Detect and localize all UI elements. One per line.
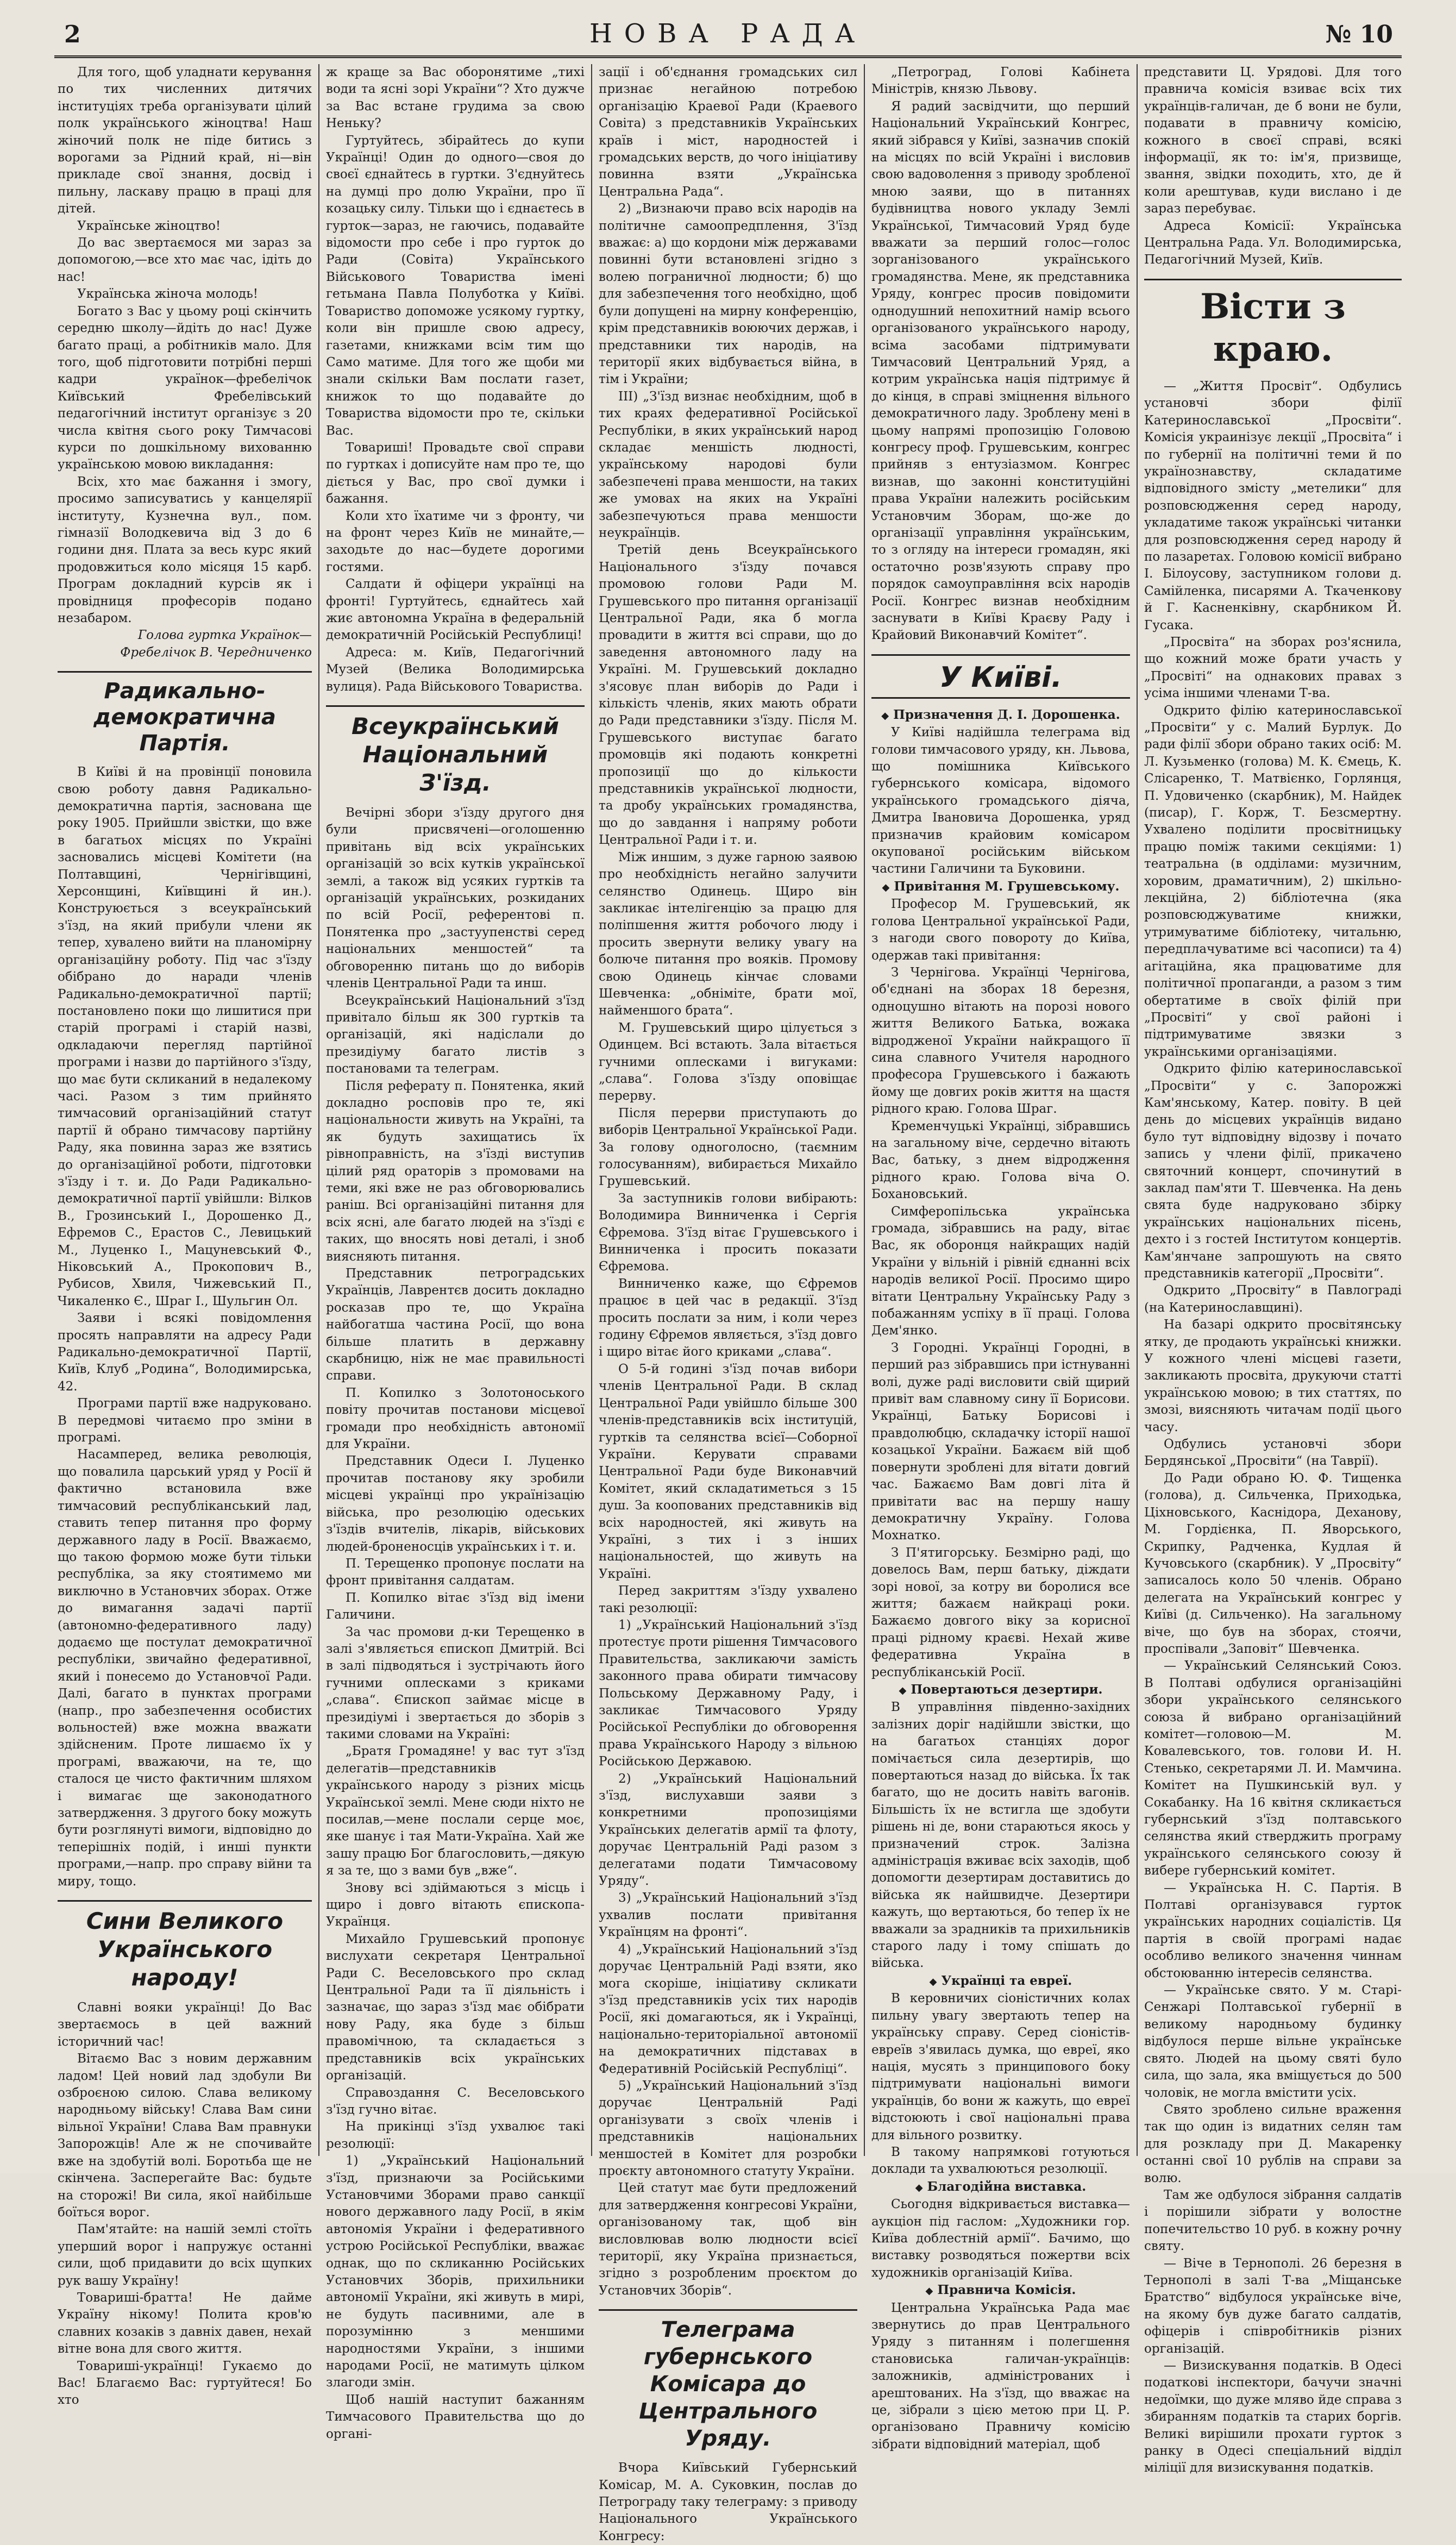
column-rule (1137, 64, 1138, 2156)
article-paragraph: — Українське свято. У м. Старі-Сенжарі Полтавської губернії в великому народньому будинку відбулося перше вільне українське свято. Людей на цьому святі було сила, що зала, яка вміщується до 500 чоловік, не могла вмістити усіх. (1144, 1982, 1402, 2102)
article-paragraph: Свято зроблено сильне враження так що один із видатних селян там для розкладу при Д. Макаренку останні свої 10 рублів на справи за волю. (1144, 2102, 1402, 2185)
article-paragraph: До Ради обрано Ю. Ф. Тищенка (голова), д. Сильченка, Приходька, Ціхновського, Каснідора, Деханову, М. Гордієнка, П. Яворського, Скрипку, Радченка, Кудлая й Кучовського (скарбник). У „Просвіту“ записалось коло 50 членів. Обрано делегата на Український конгрес у Київі (д. Сильченко). На загальному віче, що був на зборах, стоячи, проспівали „Заповіт“ Шевченка. (1144, 1471, 1402, 1656)
article-paragraph: Одкрито „Просвіту“ в Павлограді (на Катеринославщині). (1144, 1283, 1402, 1315)
article-paragraph: За заступників голови вибірають: Володимира Винниченка і Сергія Єфремова. З'їзд вітає Грушевського і Винниченка і просить показати Єфремова. (599, 1191, 857, 1274)
article-paragraph: Одбулись установчі збори Бердянської „Просвіти“ (на Таврії). (1144, 1437, 1402, 1469)
article-paragraph: Між иншим, з дуже гарною заявою про необхідність негайно залучити селянство Одинець. Щиро він закликає інтелігенцію за працю для поліпшення життя робочого люду і просить звернути велику увагу на болюче питання про вояків. Промову свою Одинець кінчає словами Шевченка: „обніміте, брати мої, найменшого брата“. (599, 850, 857, 1018)
article-paragraph: „Петроград, Голові Кабінета Міністрів, князю Львову. (871, 65, 1130, 97)
article-heading: Телеграма губернського Комісара до Центрального Уряду. (599, 2309, 857, 2452)
masthead (54, 16, 1402, 58)
article-paragraph: Українське жіноцтво! (77, 218, 221, 233)
article-paragraph: Знову всі здіймаються з місць і щиро і довго вітають єпископа-Українця. (326, 1880, 585, 1929)
article-paragraph: Товариші-братта! Не дайме Україну нікому! Полита кров'ю славних козаків з давніх давен, нехай вітне вона для свого життя. (58, 2290, 312, 2356)
article-paragraph: 4) „Український Національний з'їзд доручає Центральній Раді взяти, яко мога скоріше, ініціативу скликати з'їзд представників усіх тих народів Росії, які домагаються, як і Українці, національно-територіальної автономії на демократичних підставах в Федеративній Російській Республіці“. (599, 1942, 857, 2076)
article-paragraph: Одкрито філію катеринославської „Просвіти“ у с. Малий Бурлук. До ради філії збори обрано таких осіб: М. Л. Кузьменко (голова) М. К. Ємець, К. Слісаренко, Т. Матвієнко, Горлянця, П. Удовиченко (скарбник), М. Найдек (писар), Г. Корж, Т. Безсмертну. Ухвалено поділити просвітницьку працю поміж такими секціями: 1) театральна (в одділами: музичним, хоровим, драматичним), 2) шкільно-лекційна, 2) бібліотечна (яка розповсюджуватиме книжки, утримуватиме бібліотеку, читальню, передплачуватиме всі часописи) та 4) агітаційна, яка працюватиме для політичної пропаганди, а разом з тим обертатиме в своїх філій при „Просвіті“ у свої районі і підтримуватиме звязки з українськими організаціями. (1144, 703, 1402, 1059)
article-paragraph: — Українська Н. С. Партія. В Полтаві організувався гурток українських народних соціалістів. Ця партія в своїй програмі надає особливо великого значення чиннам обстоюванню інтересів селянства. (1144, 1880, 1402, 1982)
news-subheading: ◆ Правнича Комісія. (871, 2281, 1130, 2299)
article-paragraph: ж краще за Вас оборонятиме „тихі води та ясні зорі України“? Хто дужче за Вас встане грудима за свою Неньку? (326, 65, 585, 131)
article-paragraph: „Братя Громадяне! у вас тут з'їзд делегатів—представників українського народу з різних місць Української землі. Мене сюди ніхто не посилав,—мене послали серце моє, яке шанує і тая Мати-Україна. Хай же зашу працю Бог благословить,—дякую я за те, що з вами був „вже“. (326, 1744, 585, 1878)
article-paragraph: Симферопільська українська громада, зібравшись на раду, вітає Вас, як оборонця найкращих надій України у вільній і рівній єднанні всіх народів великої Росії. Просимо щиро вітати Центральну Українську Раду з побажанням успіху в її праці. Голова Дем'янко. (871, 1204, 1130, 1338)
article-paragraph: П. Копилко з Золотоноського повіту прочитав постанови місцевої громади про необхідність автономії для України. (326, 1386, 585, 1452)
article-paragraph: Щоб нашій наступит бажанням Тимчасового Правительства що до органі- (326, 2392, 585, 2441)
article-paragraph: В керовничих сіоністичних колах пильну увагу звертають тепер на українську справу. Серед сіоністів-евреїв з'явилась думка, що евреї, яко нація, мусять з принципового боку підтримувати національні вимоги українців, бо вони ж кажуть, що евреї відстоюють і свої національні права для вільного розвитку. (871, 1991, 1130, 2142)
article-paragraph: Богато з Вас у цьому році скінчить середню школу—йдіть до нас! Дуже багато праці, а робітників мало. Для того, щоб підготовити потрібні перші кадри українок—фребелічок Київський Фребелівський педагогічний інститут організує з 20 числа квітня сього року Тимчасові курси по дошкільному вихованню українською мовою викладання: (58, 304, 312, 472)
column-4 (871, 64, 1130, 2452)
article-paragraph: 3) „Український Національний з'їзд ухвалив послати привітання Українцям на фронті“. (599, 1891, 857, 1940)
article-paragraph: Насамперед, велика революція, що повалила царський уряд у Росії й фактично встановила вже тимчасовий республіканський лад, ставить тепер питання про форму державного ладу в Росії. Вважаємо, що такою формою може бути тільки республіка, за яку стоятимемо ми виключно в Установчих зборах. Отже до вимагання задачі партії (автономно-федеративного ладу) додаємо ще постулат демократичної республіки, звичайно федеративної, який і понесемо до Установчої Ради. Далі, багато в пунктах програми (напр., про забезпечення особистих вольностей) вже можна вважати здійсненим. Проте лишаємо їх у програмі, вважаючи, на те, що сталося це чисто фактичним шляхом і вимагає ще законодатного затвердження. З другого боку можуть бути розглянуті вимоги, відповідно до теперішніх подій, і инші пункти програми,—напр. про справу війни та миру, тощо. (58, 1447, 312, 1889)
article-paragraph: Адреса Комісії: Українська Центральна Рада. Ул. Володимирська, Педагогічний Музей, Київ. (1144, 218, 1402, 267)
news-subheading: ◆ Призначення Д. І. Дорошенка. (871, 706, 1130, 724)
article-paragraph: На прикінці з'їзд ухвалює такі резолюції: (326, 2120, 585, 2151)
article-paragraph: Пам'ятайте: на нашій землі стоїть уперший ворог і напружує останні сили, щоб придавити до всіх щупких рук вашу Україну! (58, 2222, 312, 2288)
article-paragraph: 1) „Український Національний з'їзд протестує проти рішення Тимчасового Правительства, закликаючи замість законного права обирати тимчасову Польському Державному Раду, і закликає Тимчасового Уряду Російської Республіки до обговорення права Українського Народу з вільною Російською Державою. (599, 1618, 857, 1769)
article-paragraph: В управління південно-західних залізних доріг надійшли звістки, що на багатьох станціях дорог помічається сила дезертирів, що повертаються назад до війська. Їх так багато, що не досить навіть вагонів. Більшість їх не встигла ще здобути рішень ні де, вони стараються якось у призначений строк. Залізна адміністрація вживає всіх заходів, щоб допомогти дезертирам доставитись до війська як найшвидче. Дезертири кажуть, що вертаються, бо тепер їх не вважали за зрадників та прихильників старого ладу і тому спішать до війська. (871, 1700, 1130, 1971)
issue-number: № 10 (1325, 21, 1393, 48)
article-paragraph: Винниченко каже, що Єфремов працює в цей час в редакції. З'їзд просить послати за ним, і коли через годину Єфремов являється, з'їзд довго і щиро вітає його криками „слава“. (599, 1276, 857, 1359)
article-paragraph: — Віче в Тернополі. 26 березня в Тернополі в залі Т-ва „Міщанське Братство“ відбулося українське віче, на якому був дуже багато салдатів, офіцерів і співробітників різних організацій. (1144, 2255, 1402, 2358)
article-paragraph: Перед закриттям з'їзду ухвалено такі резолюції: (599, 1584, 857, 1615)
article-paragraph: П. Терещенко пропонує послати на фронт привітання салдатам. (326, 1556, 585, 1588)
article-paragraph: Кременчуцькі Українці, зібравшись на загальному віче, сердечно вітають Вас, батьку, з днем відродження рідного краю. Голова віча О. Бохановський. (871, 1119, 1130, 1202)
article-paragraph: В Київі й на провінції поновила свою роботу давня Радикально-демократична партія, заснована ще року 1905. Прийшли звістки, що вже в багатьох місцях по Україні засновались місцеві Комітети (на Полтавщині, Чернігівщині, Херсонщині, Київщині й ин.). Конструюється з всеукраїнський з'їзд, на який прибули члени як тепер, хувалено вийти на планомірну організаційну роботу. Під час з'їзду обібрано до наради членів Радикально-демократичної партії; постановлено поки що лишитися при старій програмі і старій назві, одкладаючи перегляд партійної програми і назви до партійного з'їзду, що має бути скликаний в недалекому часі. Разом з тим прийнято тимчасовий організаційний статут партії й обрано тимчасову партійну Раду, яка повинна зараз же взятись до організаційної роботи, підготовки з'їзду і т. и. До Ради Радикально-демократичної партії увійшли: Вілков В., Грозинський І., Дорошенко Д., Ефремов С., Ерастов С., Левицький М., Луценко І., Мацуневський Ф., Ніковський А., Прокопович В., Рубисов, Хвиля, Чижевський П., Чикаленко Є., Шраг І., Шульгин Ол. (58, 765, 312, 1308)
article-paragraph: Програми партії вже надруковано. В передмові читаємо про зміни в програмі. (58, 1396, 312, 1445)
article-paragraph: Заяви і всякі повідомлення просять направляти на адресу Ради Радикально-демократичної Партії, Київ, Клуб „Родина“, Володимирська, 42. (58, 1311, 312, 1394)
article-paragraph: Я радий засвідчити, що перший Національний Український Конгрес, який зібрався у Київі, зазначив спокій на місцях по всій Україні і висловив свою вадоволення з приводу зробленої мною заяви, що в питаннях будівництва нового укладу Землі Української, Тимчасовий Уряд буде вважати за перший голос—голос зорганізованого українського громадянства. Мене, як представника Уряду, конгрес просив повідомити однодушний непохитний намір всього організованого українського народу, всіма засобами підтримувати Тимчасовий Центральний Уряд, а котрим українська нація підтримує й до кінця, в справі зміцнення вільного демократичного ладу. Зроблену мені в цьому напрямі пропозицію Головою конгресу проф. Грушевським, конгрес прийняв з ентузіазмом. Конгрес визнав, що законні конституційні права України належить російським Установчим Зборам, що-же до організації управління українським, то з огляду на інтереси громадян, які остаточно розв'язують справу про порядок самоуправління всіх народів Росії. Конгрес визнав необхідним заснувати в Київі Краєву Раду і Крайовий Виконавчий Комітет“. (871, 99, 1130, 643)
article-paragraph: Сьогодня відкривається виставка—аукціон під гаслом: „Художники гор. Київа доблестній армії“. Бачимо, що виставку розводяться пожертви всіх художників організацій Київа. (871, 2197, 1130, 2280)
article-paragraph: Там же одбулося зібрання салдатів і порішили зібрати у волостне попечительство 10 руб. в кожну рочну святу. (1144, 2187, 1402, 2254)
article-paragraph: М. Грушевський щиро цілується з Одинцем. Всі встають. Зала вітається гучними оплесками і вигуками: „слава“. Голова з'їзду оповіщає перерву. (599, 1020, 857, 1104)
article-paragraph: — Український Селянський Союз. В Полтаві одбулися організаційні збори українського селянського союза й вибрано організаційний комітет—головою—М. М. Ковалевського, тов. голови И. Н. Стенько, секретарями Л. И. Мамчина. Комітет на Пушкинській вул. у Сокабанку. На 16 квітня скликається губернський з'їзд полтавського селянства який стверджить програму українського селянського союзу й вибере губернський комітет. (1144, 1658, 1402, 1879)
article-paragraph: 1) „Український Національний з'їзд, признаючи за Російськими Установчими Зборами право санкції нового державного ладу Росії, в якім автономія України і федеративного устрою Російської Республіки, вважає однак, що по скликанню Російських Установчих Зборів, прихильники автономії України, які живуть в мирі, не будуть пасивними, але в порозумінню з меншими народностями України, з іншими народами Росії, не матимуть цілком злагоди змін. (326, 2154, 585, 2390)
article-signature: Голова гуртка Українок—Фребелічок В. Чередниченко (120, 628, 312, 660)
article-paragraph: Гуртуйтесь, збірайтесь до купи Українці! Один до одного—своя до своєї єднайтесь в гуртки. З'єднуйтесь на думці про долю України, про її козацьку силу. Тільки що і єднаєтесь в гурток—зараз, не гаючись, подавайте відомости про себе і про гурток до Ради (Совіта) Українського Військового Товариства імені гетьмана Павла Полуботка у Київі. Товариство допоможе усякому гуртку, коли він пришле свою адресу, газетами, книжками всім тим що Само матиме. Для того же щоби ми знали скільки Вам послати газет, книжок то що подавайте до Товариства відомости про те, скільки Вас. (326, 133, 585, 438)
article-heading: Всеукраїнський Національний З'їзд. (326, 705, 585, 797)
article-paragraph: — Визискування податків. В Одесі податкові інспектори, бачучи значні недоїмки, що дуже мляво йде справа з збиранням податків та старих боргів. Великі вирішили прохати гурток з ранку в Одесі спеціальний відділ міліції для визискування податків. (1144, 2358, 1402, 2477)
article-paragraph: З Городні. Українці Городні, в перший раз зібравшись при істнуванні волі, дуже раді висловити свій щирий привіт вам славному сину її Борисови. Українці, Батьку Борисові і правдолюбцю, складачку історії нашої козацької України. Бажаєм вій щоб повернути зроблені для вітати довгий час. Бажаємо Вам довгі літа й привітати вас на першу нашу демократичну Україну. Голова Мохнатко. (871, 1340, 1130, 1543)
article-paragraph: У Київі надійшла телеграма від голови тимчасового уряду, кн. Львова, що помішника Київського губернського комісара, відомого українського громадського діяча, Дмитра Івановича Дорошенка, уряд призначив крайовим комісаром окупованої російським військом частини Галичини та Буковини. (871, 725, 1130, 876)
article-paragraph: Після реферату п. Понятенка, який докладно росповів про те, які національности живуть на Україні, та як будуть захищатись їх рівноправність, на з'їзді виступив цілий ряд ораторів з промовами на теми, які вже не раз обговорювались раніш. Всі організаційні питання для всіх ясні, але багато людей на з'їзді є таких, що вносять нові деталі, і зноб виясняють питання. (326, 1079, 585, 1264)
column-3 (599, 64, 857, 2543)
page-number: 2 (64, 21, 81, 48)
article-paragraph: представити Ц. Урядові. Для того правнича комісія взиває всіх тих українців-галичан, де б вони не були, подавати в правничу комісію, кожного в своєї справі, всякі інформації, як то: ім'я, призвище, звання, звідки походить, хто, де й коли арештував, куди вислано і де зараз перебуває. (1144, 65, 1402, 216)
article-paragraph: Вечірні збори з'їзду другого дня були присвячені—оголошенню привітань від всіх українських організацій зо всіх кутків української землі, а також від усяких гуртків та організацій українських, розкиданих по всій Росії, референтові п. Понятенка про „застуупенстві серед національних меншостей“ та обговоренню питань що до виборів членів Центральної Ради та инш. (326, 806, 585, 991)
article-paragraph: В такому напрямкові готуються доклади та ухвалюються резолюції. (871, 2145, 1130, 2177)
article-paragraph: Для того, щоб уладнати керування по тих численних дитячих інституціях треба організувати цілий полк українського жіноцтва! Наш жіночий полк не піде битись з ворогами за Рідний край, ні—він прикладе свої знання, досвід і пильну, ласкаву працю в праці для дітей. (58, 65, 312, 216)
article-paragraph: Товариші-українці! Гукаємо до Вас! Благаємо Вас: гуртуйтеся! Бо хто (58, 2359, 312, 2408)
article-paragraph: Всіх, хто має бажання і змогу, просимо записуватись у канцелярії інституту, Кузнечна вул., пом. гімназії Володкевича від 3 до 6 години дня. Плата за весь курс який продовжиться коло місяця 15 карб. Програм докладний курсів як і провідниця професорів подано незабаром. (58, 474, 312, 625)
article-paragraph: На базарі одкрито просвітянську ятку, де продають українські книжки. У кожного члені місцеві газети, закликають просвіта, друкуючи статті українською мовою; в тих статтях, по змозі, виясняють читачам події цього часу. (1144, 1318, 1402, 1434)
article-paragraph: До вас звертаємося ми зараз за допомогою,—все хто має час, ідіть до нас! (58, 236, 312, 284)
column-1 (58, 64, 312, 2408)
article-paragraph: Адреса: м. Київ, Педагогічний Музей (Велика Володимирська вулиця). Рада Військового Товариства. (326, 645, 585, 694)
article-paragraph: Вчора Київський Губернський Комісар, М. А. Суковкин, послав до Петрограду таку телеграму: з приводу Національного Українського Конгресу: (599, 2461, 857, 2543)
article-paragraph: Коли хто їхатиме чи з фронту, чи на фронт через Київ не минайте,—заходьте до нас—будете дорогими гостями. (326, 509, 585, 574)
article-paragraph: Представник петроградських Українців, Лаврентєв досить докладно росказав про те, що Україна найбогатша частина Росії, що вона більше платить в державну скарбницю, ніж не має правильності справи. (326, 1267, 585, 1383)
article-paragraph: „Просвіта“ на зборах роз'яснила, що кожний може брати участь у „Просвіті“ на однакових правах з усіма іншими членами Т-ва. (1144, 635, 1402, 701)
column-rule (864, 64, 865, 2156)
article-heading: Радикально-демократична Партія. (58, 671, 312, 756)
article-paragraph: Вітаємо Вас з новим державним ладом! Цей новий лад здобули Ви озброєною силою. Слава великому народньому війську! Слава Вам сини вільної України! Слава Вам правнуки Запорожців! Але ж не спочивайте вже на здобутій волі. Боротьба ще не скінчена. Засперегайте Вас: будьте на сторожі! Ви сила, якої найбільше боїться ворог. (58, 2052, 312, 2220)
news-subheading: ◆ Привітання М. Грушевському. (871, 878, 1130, 896)
article-paragraph: П. Копилко вітає з'їзд від імени Галичини. (326, 1590, 585, 1622)
section-heading: Вісти з краю. (1144, 279, 1402, 371)
article-paragraph: О 5-й годині з'їзд почав вибори членів Центральної Ради. В склад Центральної Ради увійшло більше 300 членів-представників всіх інституцій, гуртків та селянства всієї—Соборної України. Керувати справами Центральної Ради буде Виконавчий Комітет, який складатиметься з 15 душ. За коопованих представників від всіх народностей, які живуть на Україні, з тих і з інших національностей, що живуть на Україні. (599, 1362, 857, 1581)
article-paragraph: 2) „Український Національний з'їзд, вислухавши заяви з конкретними пропозиціями Українських делегатів армії та флоту, доручає Центральній Раді разом з делегатами подати Тимчасовому Уряду“. (599, 1771, 857, 1889)
article-paragraph: ІІІ) „З'їзд визнає необхідним, щоб в тих краях федеративної Російської Республіки, в яких український народ складає меншість людності, українському народові були забезпечені права меншости, на таких же умовах на яких на Україні забезпечуються права меншости неукраїнців. (599, 389, 857, 540)
article-paragraph: Михайло Грушевський пропонує вислухати секретаря Центральної Ради С. Веселовського про склад Центральної Ради та її діяльність і зазначає, що зараз з'їзд має обібрати нову Раду, яка буде з більш правомічною, та складається з представників всіх українських організацій. (326, 1932, 585, 2083)
article-paragraph: З П'ятигорську. Безмірно раді, що довелось Вам, перш батьку, діждати зорі нової, за котру ви боролися все життя; бажаєм найкраці роки. Бажаємо довгого віку за корисної праці рідному краєві. Нехай живе федеративна Україна в республіканській Росії. (871, 1545, 1130, 1679)
article-paragraph: 2) „Визнаючи право всіх народів на політичне самоопредплення, З'їзд вважає: а) що кордони між державами повинні бути встановлені згідно з волею пограничної людности; б) що для забезпечення того необхідно, щоб були допущені на мирну конференцію, крім представників воюючих держав, і представники тих народів, на території яких відбувається війна, в тім і України; (599, 202, 857, 387)
article-paragraph: — „Життя Просвіт“. Одбулись установчі збори філії Катеринославської „Просвіти“. Комісія украинізує лекції „Просвіта“ і по губернії на політичні теми й по українознавству, складатиме відповідного змісту „метелики“ для розповсюдження серед народу, укладатиме також українські читанки для розповсюдження серед народу й по лазаретах. Головою комісії вибрано І. Білоусову, заступником голови д. Самійленка, писарями А. Ткаченкову й Г. Касненківну, скарбником Й. Гусака. (1144, 378, 1402, 634)
section-heading: У Київі. (871, 654, 1130, 699)
article-paragraph: Після перерви приступають до виборів Центральної Української Ради. За голову одноголосно, (таємним голосуванням), вибирається Михайло Грушевський. (599, 1106, 857, 1189)
article-paragraph: З Чернігова. Українці Чернігова, об'єднані на зборах 18 березня, одноцушно вітають на порозі нового життя Великого Батька, вожака відродженої України найкращого її сина славного Учителя народного професора Грушевського і бажають йому ще довгих років життя на щастя рідного краю. Голова Шраг. (871, 965, 1130, 1117)
article-paragraph: Салдати й офіцери українці на фронті! Гуртуйтесь, єднайтесь хай жиє автономна Україна в федеральній демократичній Російській Республиці! (326, 577, 585, 643)
article-paragraph: За час промови д-ки Терещенко в залі з'являється єпископ Дмитрій. Всі в залі підводяться і зустрічають його гучними оплесками з криками „слава“. Єпископ займає місце в президіумі і звертається до зборів з такими словами на Україні: (326, 1625, 585, 1741)
news-subheading: ◆ Повертаються дезертири. (871, 1681, 1130, 1699)
article-paragraph: зації і об'єднання громадських сил признає негайною потребою організацію Краевої Ради (Краевого Совіта) з представників Українських країв і міст, народностей і громадських верств, до чого ініціативу повинна взяти „Українська Центральна Рада“. (599, 65, 857, 199)
newspaper-title: НОВА РАДА (589, 18, 867, 49)
article-paragraph: Одкрито філію катеринославської „Просвіти“ у с. Запорожжі Кам'янському, Катер. повіту. В цей день до місцевих українців видано було тут відповідну відозву і почато запись у члени філії, прикачено святочний концерт, спочинутий в заклад пам'яти Т. Шевченка. На день свята буде надруковано збірку українських національних пісень, дехто і з гостей Інститутом концертів. Кам'янчане запрошують на свято представників категорії „Просвіти“. (1144, 1062, 1402, 1281)
article-paragraph: Професор М. Грушевський, як голова Центральної української Ради, з нагоди свого повороту до Київа, одержав такі привітання: (871, 897, 1130, 963)
article-paragraph: Цей статут має бути предложений для затвердження конгресові України, організованому так, щоб він висловлював волю людности всієї території, яку Україна признається, згідно з розробленим проєктом до Установчих Зборів“. (599, 2181, 857, 2298)
column-5 (1144, 64, 1402, 2475)
article-paragraph: 5) „Український Національний з'їзд доручає Центральній Раді організувати з своїх членів і представників національних меншостей в Комітет для розробки проєкту автономного статуту України. (599, 2078, 857, 2178)
news-subheading: ◆ Українці та евреї. (871, 1972, 1130, 1990)
article-paragraph: Представник Одеси І. Луценко прочитав постанову яку зробили місцеві українці про українізацію війська, про резолюцію одеських з'їздів вчителів, лікарів, військових людей-броненосців українських і т. и. (326, 1454, 585, 1554)
article-paragraph: Українська жіноча молодь! (77, 287, 258, 302)
article-paragraph: Третій день Всеукраїнського Національного з'їзду почався промовою голови Ради М. Грушевського про питання організації Центральної Ради, яка б могла провадити в життя всі справи, що до заведення автономного ладу на Україні. М. Грушевський докладно з'ясовує план виборів до Ради і кількість членів, яких мають обрати до Ради представники з'їзду. Після М. Грушевського виступає багато промовців які подають конкретні пропозиції що до кількости представників української людности, та дробу українських громадянства, що до завдання і напряму роботи Центральної Ради і т. и. (599, 543, 857, 848)
column-2 (326, 64, 585, 2441)
article-paragraph: Товариші! Провадьте свої справи по гуртках і дописуйте нам про те, що діється у Вас, про свої думки і бажання. (326, 440, 585, 506)
column-rule (591, 64, 592, 2156)
column-rule (318, 64, 319, 2156)
article-paragraph: Славні вояки українці! До Вас звертаємось в цей важний історичний час! (58, 2001, 312, 2049)
news-subheading: ◆ Благодійна виставка. (871, 2178, 1130, 2196)
article-paragraph: Всеукраїнський Національний з'їзд привітало більш як 300 гуртків та організацій, які надіслали до президіуму багато листів з постановами та телеграм. (326, 993, 585, 1076)
article-paragraph: Центральна Українська Рада має звернутись до прав Центрального Уряду з питанням і полегшення становиська галичан-українців: заложників, адміністрованих і арештованих. На з'їзд, що вважає на це, зібрали з цією метою при Ц. Р. організовано Правничу комісію зібрати відповідний матеріал, щоб (871, 2300, 1130, 2452)
article-heading: Сини Великого Українського народу! (58, 1900, 312, 1992)
article-paragraph: Справоздання С. Веселовського з'їзд гучно вітає. (326, 2085, 585, 2117)
